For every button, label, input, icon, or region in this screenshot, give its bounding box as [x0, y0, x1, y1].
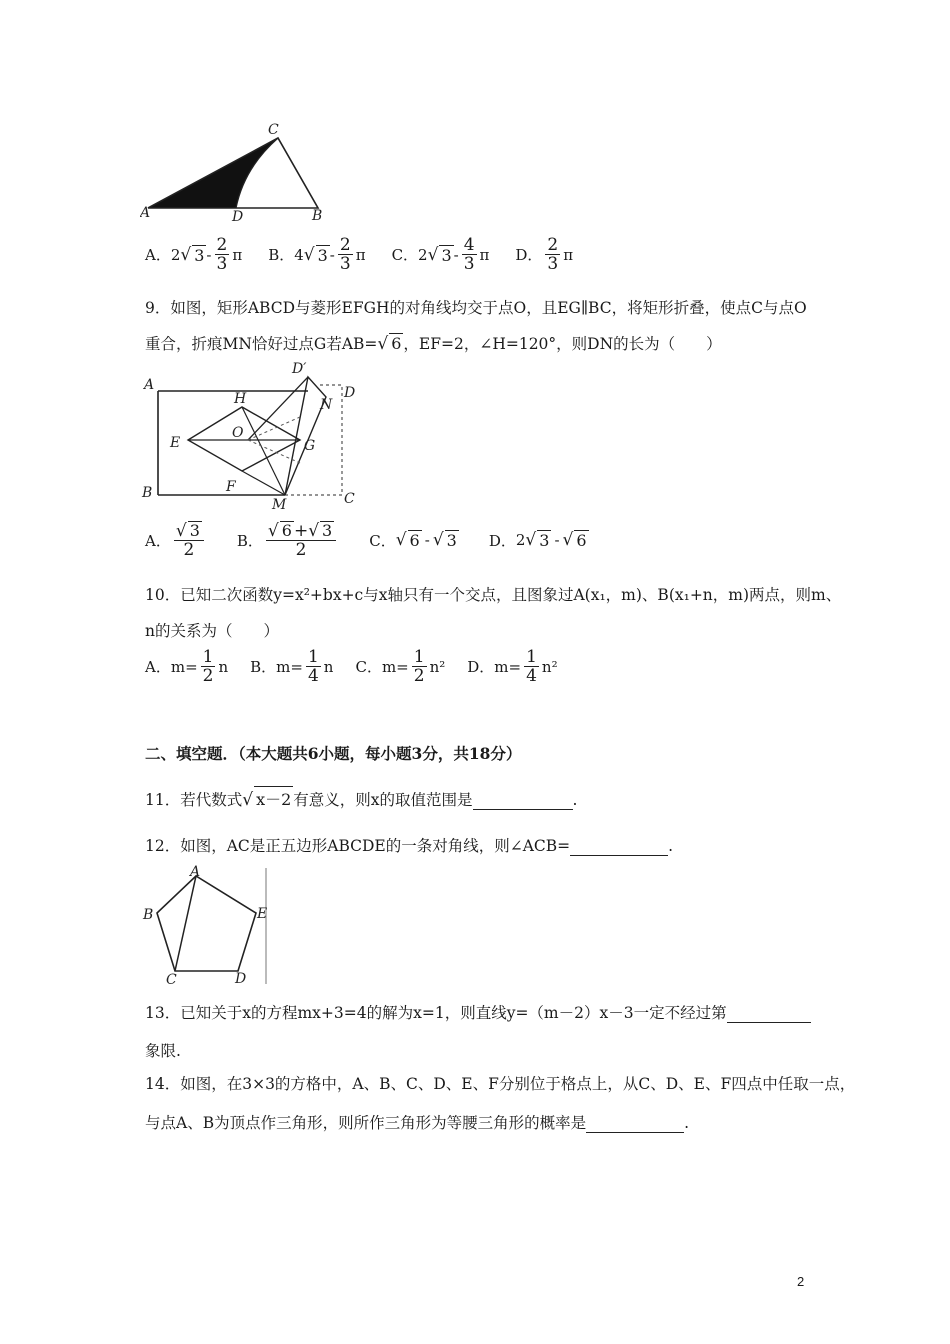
q10-option-a[interactable]: A． m= $\frac{1}{2}$ n [145, 647, 229, 686]
q9-option-b[interactable]: B． $\frac{√ 6 +√ 3}{2}$ [237, 521, 339, 559]
q8-label-b: B [312, 208, 323, 224]
q9-option-c[interactable]: C． √ 6 - √ 3 [369, 530, 457, 550]
page-number: 2 [797, 1274, 805, 1289]
q9-label-o: O [232, 425, 244, 441]
q13-answer-blank[interactable] [727, 1006, 811, 1023]
q14-line-1: 14．如图，在3×3的方格中，A、B、C、D、E、F分别位于格点上，从C、D、E、F四点中任取一点， [145, 1075, 856, 1093]
q8-option-b[interactable]: B． 4 √ 3 - $\frac{2}{3}$ π [268, 235, 366, 274]
q12-label-a: A [190, 864, 201, 880]
q9-label-b: B [142, 485, 153, 501]
q8-label-a: A [140, 205, 151, 221]
q12-label-b: B [143, 907, 154, 923]
q9-label-m: M [272, 497, 287, 510]
q9-line-1: 9．如图，矩形ABCD与菱形EFGH的对角线均交于点O，且EG∥BC，将矩形折叠，使点C与点O [145, 299, 807, 317]
q12-label-d: D [235, 971, 247, 987]
q9-label-f: F [226, 479, 236, 495]
q9-options [145, 521, 615, 559]
q9-label-g: G [304, 438, 316, 454]
q10-option-d[interactable]: D． m= $\frac{1}{4}$ n² [467, 647, 558, 686]
q9-line-2: 重合，折痕MN恰好过点G若AB=√ 6 ，EF=2，∠H=120°，则DN的长为（ ） [145, 334, 722, 354]
q8-options [145, 236, 599, 273]
q10-option-c[interactable]: C． m= $\frac{1}{2}$ n² [355, 647, 446, 686]
q12-label-e: E [257, 906, 268, 922]
q11-line: 11．若代数式√ x－2 有意义，则x的取值范围是 . [145, 786, 577, 810]
q9-rectangle-rhombus-figure [140, 355, 360, 510]
section-2-heading: 二、填空题．（本大题共6小题，每小题3分，共18分） [145, 744, 522, 763]
q9-label-h: H [234, 391, 247, 407]
q8-option-a[interactable]: A． 2 √ 3 - $\frac{2}{3}$ π [145, 235, 243, 274]
q10-options [145, 648, 584, 685]
q12-pentagon-figure [140, 862, 275, 990]
q10-option-b[interactable]: B． m= $\frac{1}{4}$ n [250, 647, 334, 686]
q12-line: 12．如图，AC是正五边形ABCDE的一条对角线，则∠ACB= . [145, 837, 674, 855]
q9-label-a: A [144, 377, 155, 393]
q13-line-1: 13．已知关于x的方程mx+3=4的解为x=1，则直线y=（m－2）x－3一定不经过第 [145, 1001, 811, 1023]
q9-label-dprime: D′ [292, 361, 307, 377]
q10-line-2: n的关系为（ ） [145, 622, 279, 640]
q13-line-2: 象限. [145, 1042, 181, 1060]
q9-label-e: E [170, 435, 181, 451]
q14-answer-blank[interactable] [586, 1116, 684, 1133]
q9-label-c: C [344, 491, 355, 507]
q12-label-c: C [166, 972, 177, 988]
q11-answer-blank[interactable] [473, 793, 573, 810]
q9-label-n: N [320, 397, 333, 413]
q12-answer-blank[interactable] [570, 839, 668, 856]
q9-option-a[interactable]: A． $\frac{√ 3}{2}$ [145, 521, 207, 559]
q8-label-d: D [232, 209, 244, 225]
q10-line-1: 10．已知二次函数y=x²+bx+c与x轴只有一个交点，且图象过A(x₁，m)、B(x₁+n，m)两点，则m、 [145, 586, 842, 604]
q9-label-d: D [344, 385, 356, 401]
q8-option-d[interactable]: D． $\frac{2}{3}$ π [515, 235, 574, 274]
q8-triangle-figure [140, 120, 340, 225]
q8-option-c[interactable]: C． 2 √ 3 - $\frac{4}{3}$ π [391, 235, 490, 274]
q9-option-d[interactable]: D． 2 √ 3 - √ 6 [488, 530, 587, 550]
q14-line-2: 与点A、B为顶点作三角形，则所作三角形为等腰三角形的概率是 . [145, 1114, 690, 1132]
q8-label-c: C [268, 122, 279, 138]
